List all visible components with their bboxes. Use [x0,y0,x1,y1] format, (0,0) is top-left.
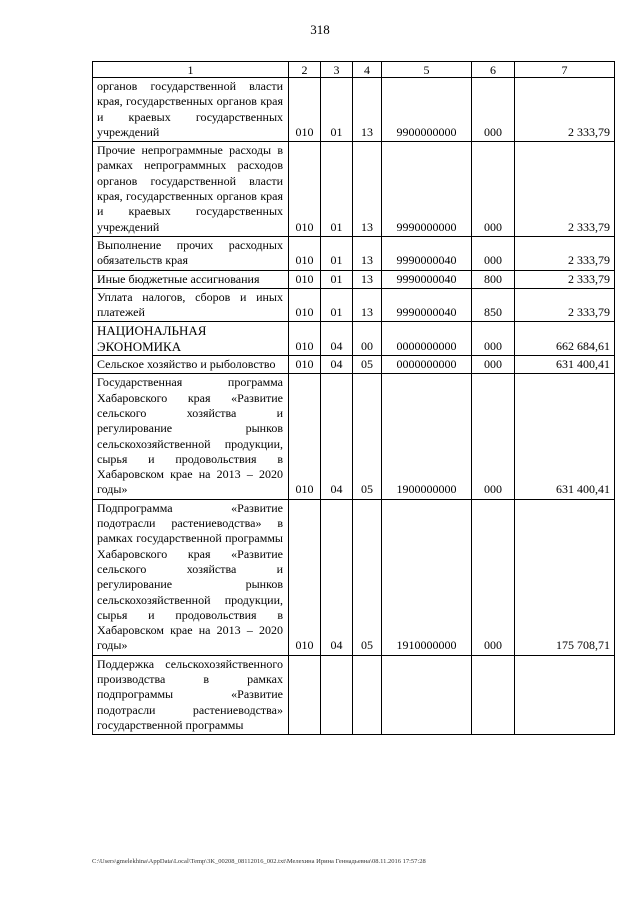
cell-admin-code [289,655,321,734]
cell-target-article: 1900000000 [382,374,472,499]
row-name: Уплата налогов, сборов и иных платежей [93,288,289,322]
cell-target-article: 1910000000 [382,499,472,655]
cell-section: 01 [321,270,353,288]
header-cell: 4 [353,62,382,78]
cell-admin-code: 010 [289,288,321,322]
file-path-footer: C:\Users\gmelekhina\AppData\Local\Temp\3K_00208_08112016_002.txt\Мелехина Ирина Геннадьевна\08.11.2016 17:57:28 [92,858,426,865]
cell-admin-code: 010 [289,499,321,655]
row-name: Государственная программа Хабаровского края «Развитие сельского хозяйства и регулирование рынков сельскохозяйственной продукции, сырья и продовольствия в Хабаровском крае на 2013 – 2020 годы» [93,374,289,499]
header-cell: 2 [289,62,321,78]
cell-expense-type: 000 [472,499,515,655]
cell-subsection: 13 [353,78,382,142]
table-row [93,142,615,237]
table-row [93,499,615,655]
cell-target-article: 9900000000 [382,78,472,142]
cell-expense-type: 800 [472,270,515,288]
cell-amount: 2 333,79 [515,78,615,142]
header-cell: 7 [515,62,615,78]
cell-amount: 631 400,41 [515,356,615,374]
row-name: Прочие непрограммные расходы в рамках непрограммных расходов органов государственной власти края, государственных органов края и краевых государственных учреждений [93,142,289,237]
cell-amount: 662 684,61 [515,322,615,356]
cell-amount: 2 333,79 [515,288,615,322]
cell-target-article: 0000000000 [382,322,472,356]
cell-amount [515,655,615,734]
cell-target-article: 9990000040 [382,236,472,270]
cell-subsection: 13 [353,142,382,237]
cell-subsection: 13 [353,270,382,288]
table-row [93,270,615,288]
cell-amount: 175 708,71 [515,499,615,655]
cell-amount: 2 333,79 [515,142,615,237]
cell-target-article: 9990000040 [382,270,472,288]
cell-admin-code: 010 [289,78,321,142]
cell-admin-code: 010 [289,142,321,237]
table-row [93,655,615,734]
header-cell: 3 [321,62,353,78]
cell-subsection: 05 [353,499,382,655]
cell-section: 01 [321,236,353,270]
cell-expense-type: 000 [472,236,515,270]
row-name: Поддержка сельскохозяйственного производства в рамках подпрограммы «Развитие подотрасли растениеводства» государственной программы [93,655,289,734]
cell-section [321,655,353,734]
header-cell: 6 [472,62,515,78]
cell-amount: 2 333,79 [515,236,615,270]
table-row [93,78,615,142]
row-name: Подпрограмма «Развитие подотрасли растениеводства» в рамках государственной программы Хабаровского края «Развитие сельского хозяйства и регулирование рынков сельскохозяйственной продукции, сырья и продовольствия в Хабаровском крае на 2013 – 2020 годы» [93,499,289,655]
cell-expense-type: 850 [472,288,515,322]
table-row [93,356,615,374]
cell-target-article: 0000000000 [382,356,472,374]
cell-subsection [353,655,382,734]
cell-admin-code: 010 [289,270,321,288]
cell-section: 01 [321,288,353,322]
cell-target-article: 9990000000 [382,142,472,237]
table-row [93,374,615,499]
cell-subsection: 05 [353,374,382,499]
cell-subsection: 13 [353,288,382,322]
cell-section: 01 [321,142,353,237]
cell-amount: 631 400,41 [515,374,615,499]
row-name: НАЦИОНАЛЬНАЯ ЭКОНОМИКА [93,322,289,356]
budget-table [92,61,615,735]
cell-section: 04 [321,499,353,655]
header-cell: 5 [382,62,472,78]
row-name: органов государственной власти края, государственных органов края и краевых государственных учреждений [93,78,289,142]
cell-subsection: 00 [353,322,382,356]
cell-admin-code: 010 [289,356,321,374]
table-row [93,236,615,270]
cell-section: 04 [321,356,353,374]
row-name: Выполнение прочих расходных обязательств края [93,236,289,270]
cell-admin-code: 010 [289,374,321,499]
table-row [93,322,615,356]
cell-subsection: 13 [353,236,382,270]
cell-expense-type: 000 [472,142,515,237]
cell-section: 04 [321,322,353,356]
header-cell: 1 [93,62,289,78]
cell-target-article [382,655,472,734]
cell-expense-type: 000 [472,356,515,374]
table-row [93,288,615,322]
page-number: 318 [310,22,330,37]
cell-subsection: 05 [353,356,382,374]
table-header-row [93,62,615,78]
row-name: Иные бюджетные ассигнования [93,270,289,288]
cell-amount: 2 333,79 [515,270,615,288]
cell-expense-type: 000 [472,322,515,356]
row-name: Сельское хозяйство и рыболовство [93,356,289,374]
cell-target-article: 9990000040 [382,288,472,322]
cell-expense-type: 000 [472,374,515,499]
cell-section: 04 [321,374,353,499]
cell-expense-type: 000 [472,78,515,142]
cell-admin-code: 010 [289,322,321,356]
cell-expense-type [472,655,515,734]
cell-admin-code: 010 [289,236,321,270]
cell-section: 01 [321,78,353,142]
